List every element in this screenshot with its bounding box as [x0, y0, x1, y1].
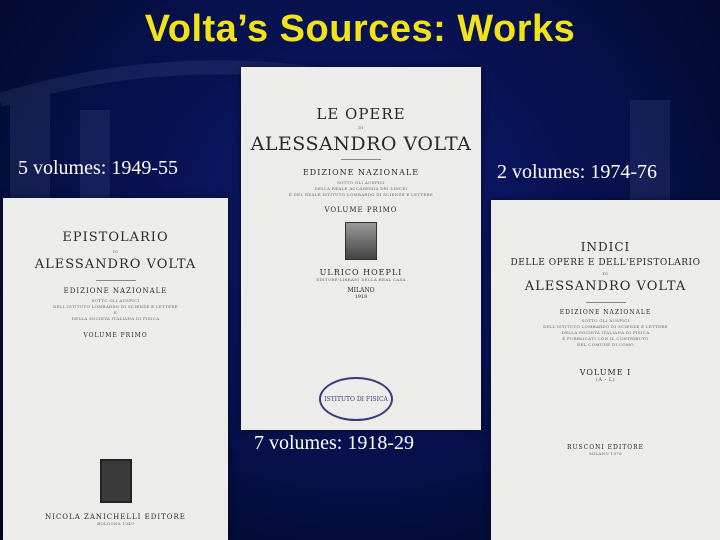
page-sponsor: SOTTO GLI AUSPICI — [91, 298, 140, 303]
page-sponsor: DEL COMUNE DI COMO — [577, 342, 634, 347]
document-page-epistolario — [3, 198, 228, 540]
page-sponsor: DELL'ISTITUTO LOMBARDO DI SCIENZE E LETTERE — [543, 324, 668, 329]
page-sponsor: E — [113, 310, 118, 315]
page-city: BOLOGNA 1949 — [97, 521, 134, 526]
divider — [96, 280, 136, 281]
page-sponsor: SOTTO GLI AUSPICI — [581, 318, 630, 323]
page-sponsor: DELLA SOCIETÀ ITALIANA DI FISICA — [561, 330, 650, 335]
page-publisher: NICOLA ZANICHELLI EDITORE — [45, 513, 186, 521]
page-edition: EDIZIONE NAZIONALE — [63, 287, 168, 295]
divider — [341, 159, 381, 160]
page-publisher-sub: EDITORE-LIBRAIO DELLA REAL CASA — [316, 277, 406, 282]
page-sponsor: SOTTO GLI AUSPICI — [337, 180, 385, 185]
page-di: DI — [112, 249, 119, 254]
page-sponsor: DELL'ISTITUTO LOMBARDO DI SCIENZE E LETTERE — [53, 304, 178, 309]
label-indici-volumes: 2 volumes: 1974-76 — [497, 161, 657, 183]
crest-icon — [345, 222, 377, 260]
page-publisher: ULRICO HOEPLI — [319, 268, 403, 277]
page-edition: EDIZIONE NAZIONALE — [302, 168, 420, 177]
page-author: ALESSANDRO VOLTA — [34, 257, 197, 272]
page-volume: VOLUME PRIMO — [83, 332, 148, 339]
page-heading: LE OPERE — [316, 105, 406, 123]
divider — [586, 302, 626, 303]
document-page-opere — [241, 67, 481, 430]
page-author: ALESSANDRO VOLTA — [524, 279, 687, 294]
page-sponsor: DELLA SOCIETÀ ITALIANA DI FISICA — [71, 316, 160, 321]
page-di: DI — [602, 271, 609, 276]
page-sponsor: E PUBBLICATI CON IL CONTRIBUTO — [562, 336, 649, 341]
page-subheading: DELLE OPERE E DELL'EPISTOLARIO — [510, 258, 701, 268]
page-edition: EDIZIONE NAZIONALE — [559, 309, 652, 316]
page-volume: VOLUME I — [579, 368, 632, 377]
page-volume: VOLUME PRIMO — [324, 206, 398, 214]
page-author: ALESSANDRO VOLTA — [250, 133, 472, 155]
publisher-logo-icon — [100, 459, 132, 503]
page-heading: EPISTOLARIO — [62, 230, 169, 245]
label-epistolario-volumes: 5 volumes: 1949-55 — [18, 157, 178, 179]
document-page-indici — [491, 200, 720, 540]
page-sponsor: E DEL REALE ISTITUTO LOMBARDO DI SCIENZE E LETTERE — [288, 192, 434, 197]
slide-title: Volta’s Sources: Works — [144, 8, 576, 50]
page-city: MILANO — [347, 287, 375, 294]
page-volume-sub: (A - L) — [595, 377, 616, 383]
page-year: 1918 — [354, 294, 368, 300]
label-opere-volumes: 7 volumes: 1918-29 — [254, 432, 414, 454]
page-city: MILANO 1976 — [589, 451, 622, 456]
page-publisher: RUSCONI EDITORE — [566, 444, 645, 451]
page-heading: INDICI — [580, 240, 631, 254]
page-di: DI — [358, 125, 364, 130]
page-sponsor: DELLA REALE ACCADEMIA DEI LINCEI — [314, 186, 408, 191]
library-stamp: ISTITUTO DI FISICA — [319, 377, 393, 421]
